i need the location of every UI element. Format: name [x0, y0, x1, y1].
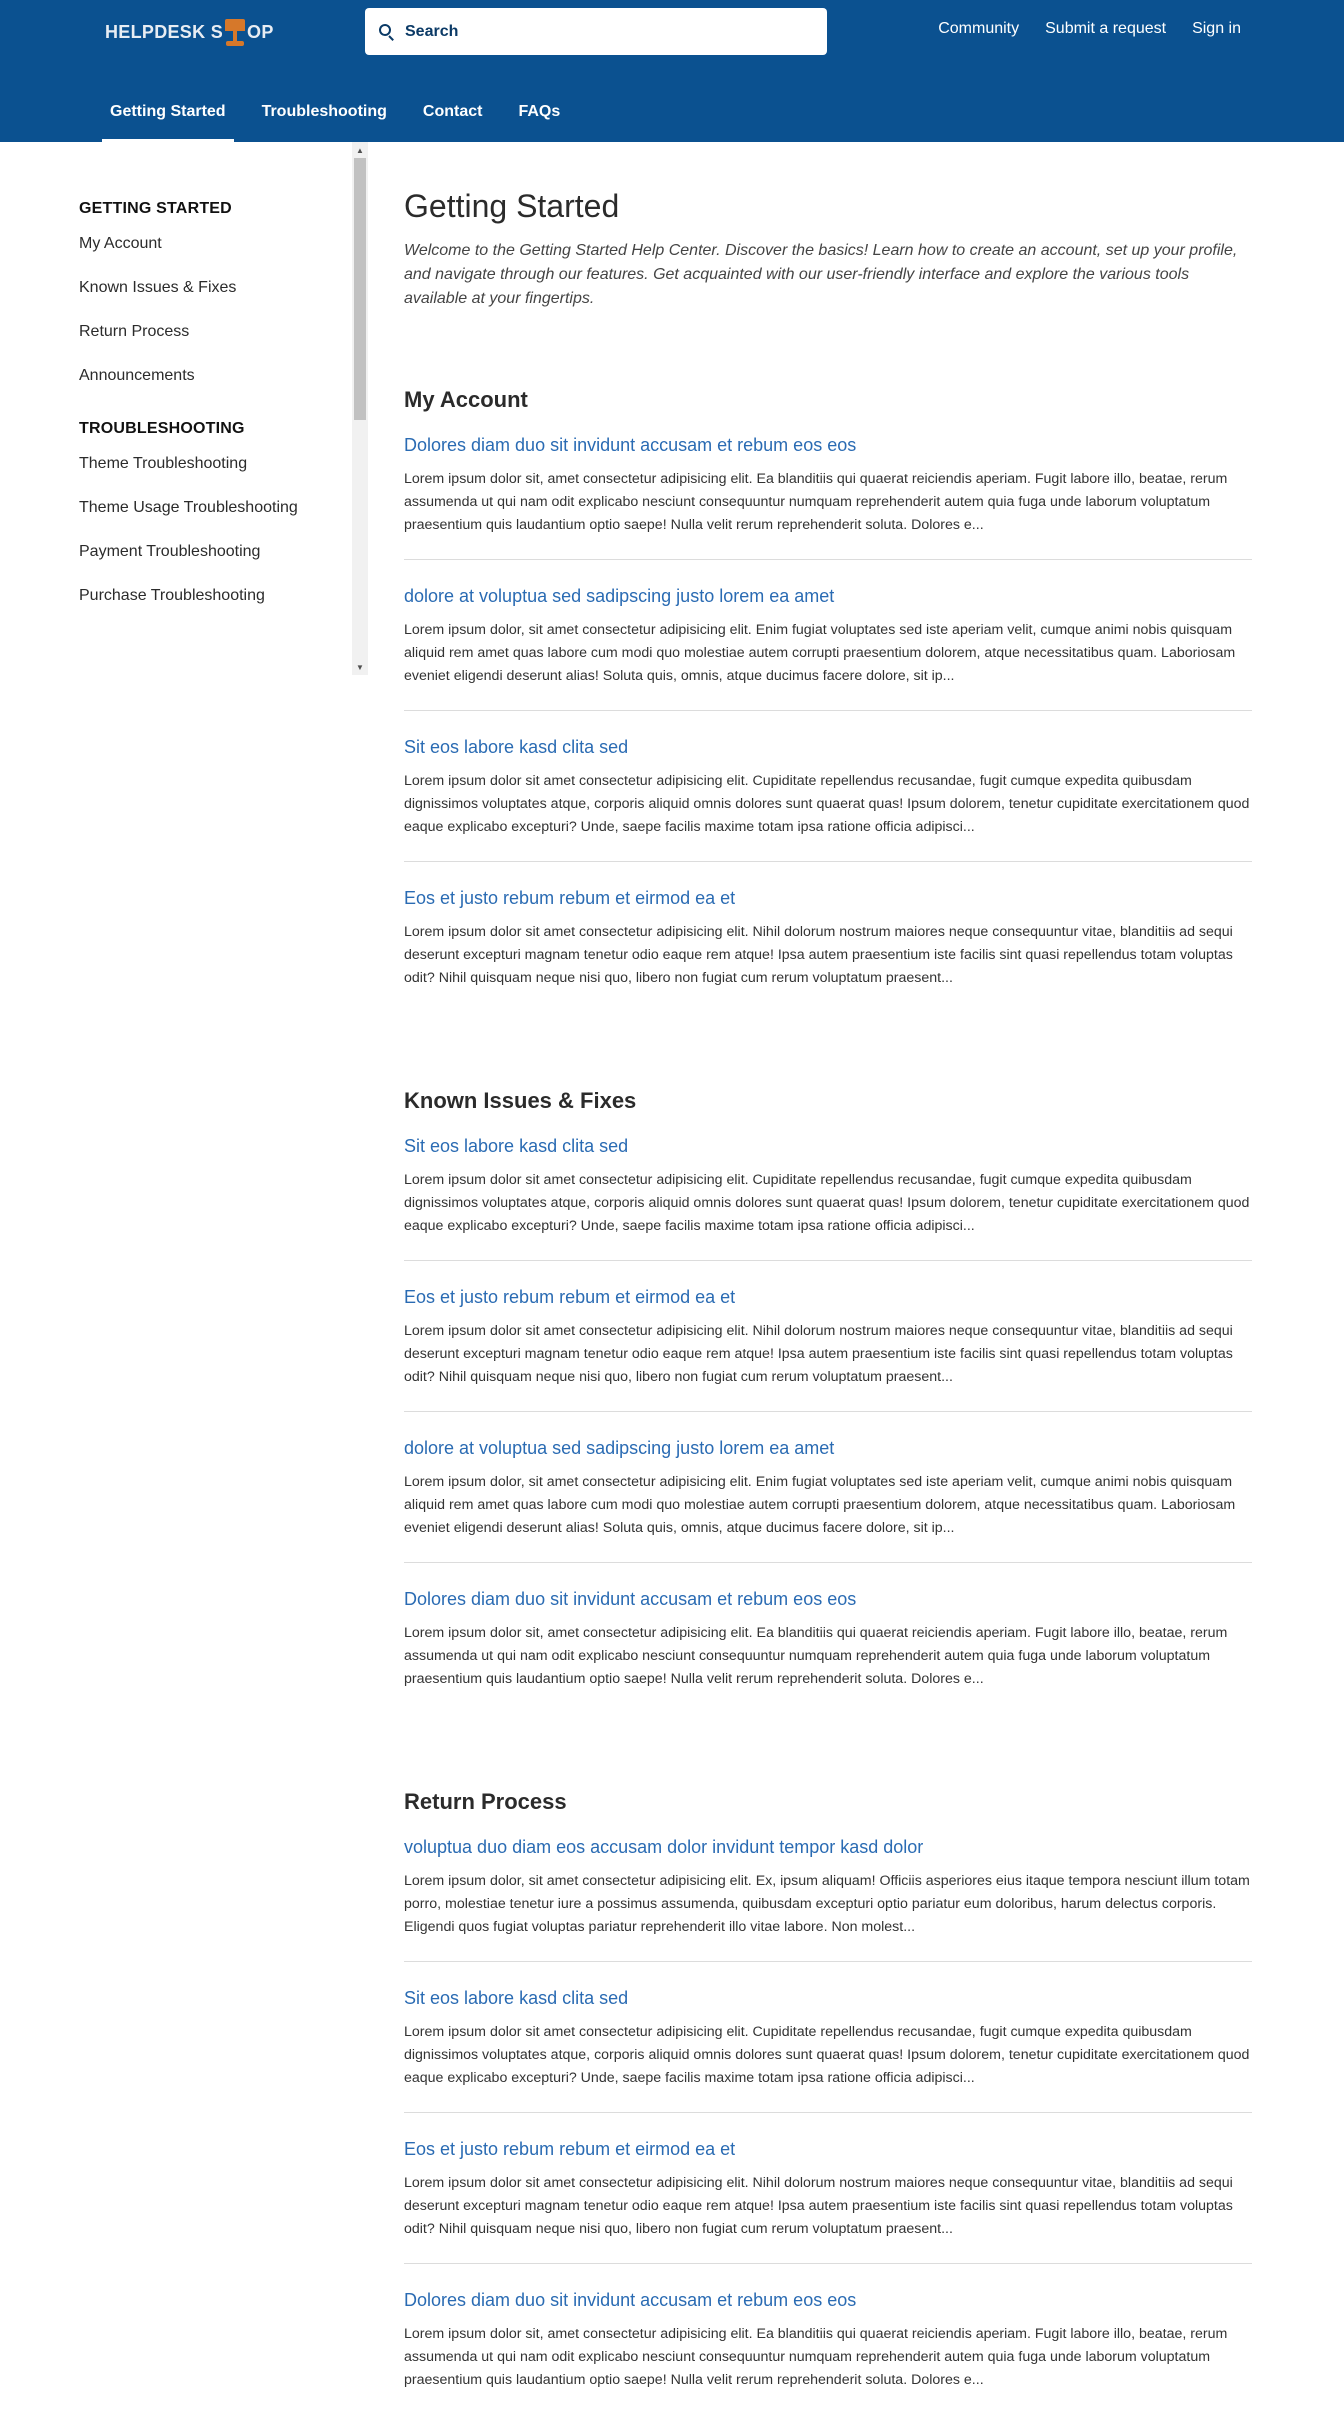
article-link[interactable]: Eos et justo rebum rebum et eirmod ea et	[404, 888, 736, 908]
intro-text: Welcome to the Getting Started Help Center. Discover the basics! Learn how to create an account, set up your profile, and navigate through our features. Get acquainted with our user-friendly interface and explore the various tools available at your fingertips.	[404, 242, 1238, 307]
scroll-up-arrow-icon[interactable]: ▲	[356, 145, 364, 155]
article-item	[404, 1287, 1252, 1412]
sidebar-group-troubleshooting	[79, 420, 298, 630]
sidebar-group-getting-started	[79, 200, 298, 410]
article-link[interactable]: Sit eos labore kasd clita sed	[404, 737, 629, 757]
article-item	[404, 1438, 1252, 1563]
sidebar-item-theme-usage-troubleshooting[interactable]: Theme Usage Troubleshooting	[79, 499, 298, 516]
sidebar-item-purchase-troubleshooting[interactable]: Purchase Troubleshooting	[79, 587, 265, 604]
tab-troubleshooting[interactable]: Troubleshooting	[261, 103, 387, 120]
sidebar-heading[interactable]: TROUBLESHOOTING	[79, 420, 245, 437]
article-link[interactable]: dolore at voluptua sed sadipscing justo lorem ea amet	[404, 586, 835, 606]
site-logo[interactable]	[105, 14, 274, 50]
tab-contact[interactable]: Contact	[422, 103, 483, 120]
article-link[interactable]: dolore at voluptua sed sadipscing justo lorem ea amet	[404, 1438, 835, 1458]
article-excerpt: Lorem ipsum dolor sit, amet consectetur adipisicing elit. Ea blanditiis qui quaerat reiciendis aperiam. Fugit labore illo, beatae, rerum assumenda ut qui nam odit explicabo nesciunt consequuntur numquam reprehenderit autem quia fuga unde laborum voluptatum praesentium quis laudantium optio saepe! Nulla velit rerum reprehenderit soluta. Dolores e...	[404, 1625, 1228, 1687]
sidebar-item-my-account[interactable]: My Account	[79, 235, 162, 252]
article-link[interactable]: Eos et justo rebum rebum et eirmod ea et	[404, 1287, 736, 1307]
article-item	[404, 737, 1252, 862]
submit-request-link[interactable]: Submit a request	[1045, 20, 1167, 37]
search-icon	[379, 24, 395, 40]
article-excerpt: Lorem ipsum dolor sit amet consectetur adipisicing elit. Cupiditate repellendus recusandae, fugit cumque expedita quibusdam dignissimos voluptates atque, corporis aliquid omnis dolores sunt quaerat quas! Ipsum dolorem, tenetur cupiditate exercitationem quod eaque explicabo excepturi? Unde, saepe facilis maxime totam ipsa ratione officia adipisci...	[404, 1172, 1250, 1234]
article-link[interactable]: Sit eos labore kasd clita sed	[404, 1988, 629, 2008]
scroll-thumb[interactable]	[354, 158, 366, 420]
article-link[interactable]: Dolores diam duo sit invidunt accusam et rebum eos eos	[404, 435, 857, 455]
site-header	[0, 0, 1344, 142]
section-title[interactable]: Known Issues & Fixes	[404, 1088, 637, 1113]
page-title: Getting Started	[404, 188, 620, 224]
article-excerpt: Lorem ipsum dolor sit amet consectetur adipisicing elit. Nihil dolorum nostrum maiores neque consequuntur vitae, blanditiis ad sequi deserunt excepturi magnam tenetur odio eaque rem atque! Ipsa autem praesentium iste facilis sint quasi repellendus totam voluptas odit? Nihil quisquam neque nisi quo, libero non fugiat cum rerum voluptatum praesent...	[404, 1323, 1233, 1385]
article-excerpt: Lorem ipsum dolor sit amet consectetur adipisicing elit. Nihil dolorum nostrum maiores neque consequuntur vitae, blanditiis ad sequi deserunt excepturi magnam tenetur odio eaque rem atque! Ipsa autem praesentium iste facilis sint quasi repellendus totam voluptas odit? Nihil quisquam neque nisi quo, libero non fugiat cum rerum voluptatum praesent...	[404, 2175, 1233, 2237]
scroll-down-arrow-icon[interactable]: ▼	[356, 662, 364, 672]
lamp-icon	[224, 17, 246, 47]
article-item	[404, 1837, 1252, 1962]
article-link[interactable]: voluptua duo diam eos accusam dolor invidunt tempor kasd dolor	[404, 1837, 924, 1857]
tab-faqs[interactable]: FAQs	[518, 103, 561, 120]
sidebar-item-return-process[interactable]: Return Process	[79, 323, 190, 340]
section-my-account	[404, 387, 1252, 1012]
sidebar-item-theme-troubleshooting[interactable]: Theme Troubleshooting	[79, 455, 248, 472]
article-excerpt: Lorem ipsum dolor sit amet consectetur adipisicing elit. Cupiditate repellendus recusandae, fugit cumque expedita quibusdam dignissimos voluptates atque, corporis aliquid omnis dolores sunt quaerat quas! Ipsum dolorem, tenetur cupiditate exercitationem quod eaque explicabo excepturi? Unde, saepe facilis maxime totam ipsa ratione officia adipisci...	[404, 2024, 1250, 2086]
article-excerpt: Lorem ipsum dolor, sit amet consectetur adipisicing elit. Enim fugiat voluptates sed iste aperiam velit, cumque animi nobis quisquam aliquid rem amet quas labore cum modi quo molestiae autem corrupti praesentium dolorem, atque necessitatibus quam. Laboriosam eveniet eligendi deserunt alias! Soluta quis, omnis, atque ducimus facere dolore, sit ip...	[404, 622, 1236, 684]
article-link[interactable]: Dolores diam duo sit invidunt accusam et rebum eos eos	[404, 2290, 857, 2310]
article-excerpt: Lorem ipsum dolor sit amet consectetur adipisicing elit. Nihil dolorum nostrum maiores neque consequuntur vitae, blanditiis ad sequi deserunt excepturi magnam tenetur odio eaque rem atque! Ipsa autem praesentium iste facilis sint quasi repellendus totam voluptas odit? Nihil quisquam neque nisi quo, libero non fugiat cum rerum voluptatum praesent...	[404, 924, 1233, 986]
sidebar-heading[interactable]: GETTING STARTED	[79, 200, 232, 217]
article-link[interactable]: Dolores diam duo sit invidunt accusam et rebum eos eos	[404, 1589, 857, 1609]
sidebar-item-known-issues[interactable]: Known Issues & Fixes	[79, 279, 237, 296]
main-content	[404, 142, 1252, 2414]
search-input[interactable]	[405, 23, 805, 41]
section-title[interactable]: My Account	[404, 387, 528, 412]
article-item	[404, 2139, 1252, 2264]
article-item	[404, 586, 1252, 711]
section-return-process	[404, 1789, 1252, 2414]
top-links	[912, 20, 1241, 38]
sidebar-item-payment-troubleshooting[interactable]: Payment Troubleshooting	[79, 543, 261, 560]
article-item	[404, 1136, 1252, 1261]
section-title[interactable]: Return Process	[404, 1789, 567, 1814]
logo-text-right: OP	[247, 21, 274, 42]
main-nav	[102, 88, 588, 142]
sign-in-link[interactable]: Sign in	[1192, 20, 1241, 37]
article-item	[404, 888, 1252, 1012]
article-excerpt: Lorem ipsum dolor sit, amet consectetur adipisicing elit. Ea blanditiis qui quaerat reiciendis aperiam. Fugit labore illo, beatae, rerum assumenda ut qui nam odit explicabo nesciunt consequuntur numquam reprehenderit autem quia fuga unde laborum voluptatum praesentium quis laudantium optio saepe! Nulla velit rerum reprehenderit soluta. Dolores e...	[404, 2326, 1228, 2388]
article-link[interactable]: Sit eos labore kasd clita sed	[404, 1136, 629, 1156]
sidebar	[0, 142, 368, 675]
sidebar-scrollbar[interactable]	[352, 142, 368, 675]
logo-text-left: HELPDESK S	[105, 21, 224, 42]
section-known-issues	[404, 1088, 1252, 1713]
article-excerpt: Lorem ipsum dolor, sit amet consectetur adipisicing elit. Enim fugiat voluptates sed iste aperiam velit, cumque animi nobis quisquam aliquid rem amet quas labore cum modi quo molestiae autem corrupti praesentium dolorem, atque necessitatibus quam. Laboriosam eveniet eligendi deserunt alias! Soluta quis, omnis, atque ducimus facere dolore, sit ip...	[404, 1474, 1236, 1536]
tab-getting-started[interactable]: Getting Started	[102, 88, 234, 142]
article-excerpt: Lorem ipsum dolor sit, amet consectetur adipisicing elit. Ea blanditiis qui quaerat reiciendis aperiam. Fugit labore illo, beatae, rerum assumenda ut qui nam odit explicabo nesciunt consequuntur numquam reprehenderit autem quia fuga unde laborum voluptatum praesentium quis laudantium optio saepe! Nulla velit rerum reprehenderit soluta. Dolores e...	[404, 471, 1228, 533]
article-item	[404, 1589, 1252, 1713]
article-item	[404, 435, 1252, 560]
article-item	[404, 1988, 1252, 2113]
article-excerpt: Lorem ipsum dolor, sit amet consectetur adipisicing elit. Ex, ipsum aliquam! Officiis asperiores eius itaque tempora nesciunt illum totam porro, molestiae tenetur iure a possimus assumenda, quibusdam excepturi optio pariatur eum doloribus, harum delectus corporis. Eligendi quos fugiat voluptas pariatur reprehenderit illo vitae labore. Non molest...	[404, 1873, 1250, 1935]
search-bar[interactable]	[365, 8, 827, 55]
community-link[interactable]: Community	[938, 20, 1020, 37]
sidebar-item-announcements[interactable]: Announcements	[79, 367, 195, 384]
article-link[interactable]: Eos et justo rebum rebum et eirmod ea et	[404, 2139, 736, 2159]
article-excerpt: Lorem ipsum dolor sit amet consectetur adipisicing elit. Cupiditate repellendus recusandae, fugit cumque expedita quibusdam dignissimos voluptates atque, corporis aliquid omnis dolores sunt quaerat quas! Ipsum dolorem, tenetur cupiditate exercitationem quod eaque explicabo excepturi? Unde, saepe facilis maxime totam ipsa ratione officia adipisci...	[404, 773, 1250, 835]
article-item	[404, 2290, 1252, 2414]
